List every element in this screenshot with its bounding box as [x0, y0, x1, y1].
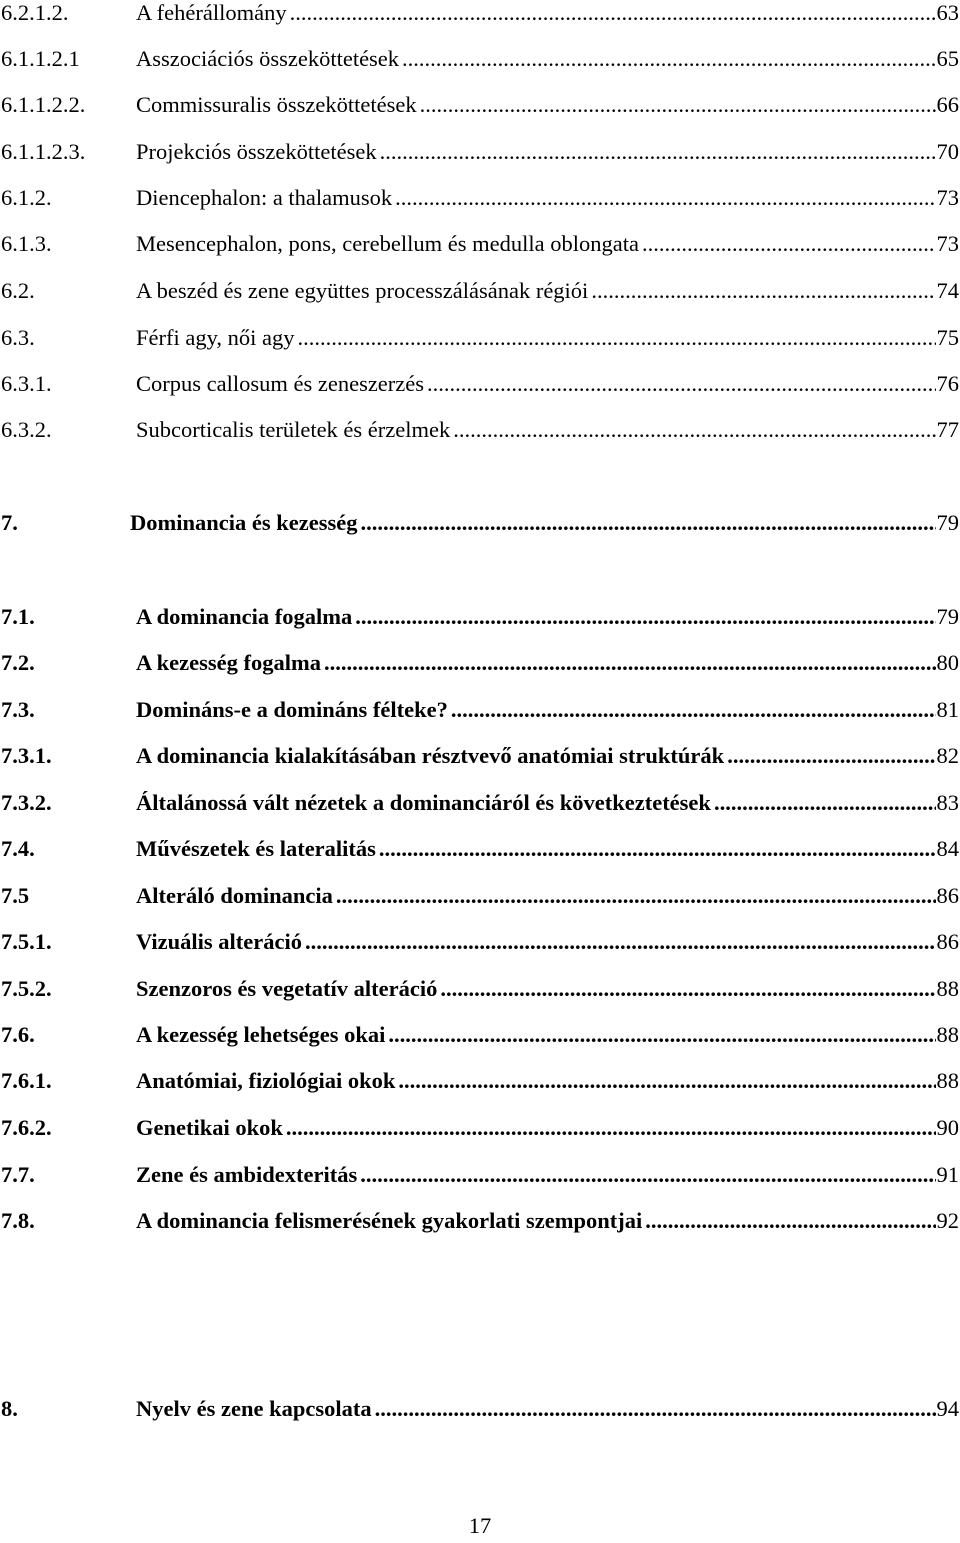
toc-entry-number: 7.4. — [0, 832, 136, 866]
toc-entry-title: Általánossá vált nézetek a dominanciáról és következtetések — [136, 786, 711, 820]
toc-entry-number: 7.8. — [0, 1204, 136, 1238]
toc-entry-number: 7.7. — [0, 1158, 136, 1192]
toc-entry-title: Diencephalon: a thalamusok — [136, 181, 392, 215]
toc-leader-dots — [298, 321, 936, 355]
toc-entry-title: Domináns-e a domináns félteke? — [136, 693, 448, 727]
toc-entry-title: A fehérállomány — [136, 0, 287, 30]
toc-leader-dots — [642, 227, 936, 261]
toc-entry-title: Asszociációs összeköttetések — [136, 42, 399, 76]
toc-entry-page: 79 — [937, 600, 960, 634]
toc-leader-dots — [402, 42, 935, 76]
toc-entry[interactable] — [0, 227, 960, 261]
toc-entry-page: 90 — [937, 1111, 960, 1145]
toc-entry-page: 63 — [937, 0, 960, 30]
toc-leader-dots — [440, 972, 935, 1006]
toc-leader-dots — [727, 739, 935, 773]
toc-entry-page: 94 — [937, 1392, 960, 1426]
toc-leader-dots — [360, 506, 935, 540]
toc-entry-number: 7.5 — [0, 879, 136, 913]
toc-entry-title: A dominancia kialakításában résztvevő anatómiai struktúrák — [136, 739, 724, 773]
toc-entry-page: 88 — [937, 1064, 960, 1098]
toc-entry-number: 6.1.3. — [0, 227, 136, 261]
toc-entry-title: Szenzoros és vegetatív alteráció — [136, 972, 437, 1006]
toc-entry[interactable] — [0, 646, 960, 680]
toc-entry-number: 6.1.2. — [0, 181, 136, 215]
toc-entry-page: 79 — [937, 506, 960, 540]
toc-chapter-entry[interactable] — [0, 1392, 960, 1426]
toc-entry-title: Művészetek és lateralitás — [136, 832, 376, 866]
toc-entry-page: 80 — [937, 646, 960, 680]
toc-leader-dots — [714, 786, 936, 820]
toc-entry-title: Dominancia és kezesség — [130, 506, 357, 540]
toc-entry-page: 65 — [937, 42, 960, 76]
toc-entry[interactable] — [0, 1204, 960, 1238]
toc-entry[interactable] — [0, 367, 960, 401]
toc-entry-page: 77 — [937, 413, 960, 447]
toc-entry-number: 7.6.1. — [0, 1064, 136, 1098]
toc-entry-number: 7.2. — [0, 646, 136, 680]
toc-entry-title: Commissuralis összeköttetések — [136, 88, 417, 122]
toc-leader-dots — [427, 367, 935, 401]
toc-leader-dots — [453, 413, 935, 447]
toc-entry-page: 66 — [937, 88, 960, 122]
toc-entry-number: 6.1.1.2.2. — [0, 88, 136, 122]
toc-leader-dots — [420, 88, 936, 122]
toc-entry-page: 76 — [937, 367, 960, 401]
toc-leader-dots — [286, 1111, 936, 1145]
toc-entry-page: 91 — [937, 1158, 960, 1192]
page-number: 17 — [0, 1509, 960, 1543]
toc-leader-dots — [360, 1158, 935, 1192]
toc-entry-title: Férfi agy, női agy — [136, 321, 295, 355]
toc-leader-dots — [355, 600, 935, 634]
toc-entry-title: Vizuális alteráció — [136, 925, 302, 959]
toc-entry-title: A dominancia fogalma — [136, 600, 352, 634]
toc-entry-page: 70 — [937, 135, 960, 169]
toc-entry[interactable] — [0, 321, 960, 355]
toc-entry[interactable] — [0, 88, 960, 122]
toc-leader-dots — [290, 0, 936, 30]
toc-entry-number: 6.2. — [0, 274, 136, 308]
toc-entry-page: 73 — [937, 181, 960, 215]
toc-entry-number: 7. — [0, 506, 130, 540]
toc-entry[interactable] — [0, 42, 960, 76]
toc-entry-title: Alteráló dominancia — [136, 879, 333, 913]
toc-entry[interactable] — [0, 972, 960, 1006]
toc-entry-title: A beszéd és zene együttes processzálásának régiói — [136, 274, 588, 308]
toc-entry[interactable] — [0, 1064, 960, 1098]
toc-entry-title: Mesencephalon, pons, cerebellum és medulla oblongata — [136, 227, 639, 261]
toc-entry[interactable] — [0, 925, 960, 959]
toc-entry-page: 74 — [937, 274, 960, 308]
toc-entry-title: A dominancia felismerésének gyakorlati szempontjai — [136, 1204, 642, 1238]
toc-leader-dots — [379, 832, 936, 866]
toc-leader-dots — [380, 135, 936, 169]
toc-entry-page: 92 — [937, 1204, 960, 1238]
toc-entry[interactable] — [0, 274, 960, 308]
toc-leader-dots — [591, 274, 935, 308]
toc-entry[interactable] — [0, 1111, 960, 1145]
toc-entry-page: 86 — [937, 925, 960, 959]
toc-leader-dots — [375, 1392, 936, 1426]
toc-entry[interactable] — [0, 1158, 960, 1192]
toc-leader-dots — [645, 1204, 935, 1238]
toc-leader-dots — [324, 646, 936, 680]
toc-leader-dots — [305, 925, 935, 959]
toc-entry-number: 7.6. — [0, 1018, 136, 1052]
toc-entry[interactable] — [0, 1018, 960, 1052]
toc-entry-title: Projekciós összeköttetések — [136, 135, 377, 169]
toc-entry-page: 83 — [937, 786, 960, 820]
toc-entry[interactable] — [0, 693, 960, 727]
toc-leader-dots — [451, 693, 936, 727]
toc-leader-dots — [395, 181, 935, 215]
toc-entry-title: Nyelv és zene kapcsolata — [136, 1392, 372, 1426]
toc-entry[interactable] — [0, 879, 960, 913]
toc-entry-number: 6.3.1. — [0, 367, 136, 401]
toc-entry[interactable] — [0, 135, 960, 169]
toc-leader-dots — [336, 879, 936, 913]
toc-entry[interactable] — [0, 181, 960, 215]
toc-entry[interactable] — [0, 786, 960, 820]
toc-entry-number: 7.5.2. — [0, 972, 136, 1006]
toc-entry-number: 6.3. — [0, 321, 136, 355]
toc-entry-title: Genetikai okok — [136, 1111, 283, 1145]
toc-entry-number: 7.3.1. — [0, 739, 136, 773]
toc-entry-number: 7.3. — [0, 693, 136, 727]
toc-entry-number: 6.3.2. — [0, 413, 136, 447]
toc-entry-title: A kezesség lehetséges okai — [136, 1018, 385, 1052]
toc-entry[interactable] — [0, 832, 960, 866]
toc-entry[interactable] — [0, 0, 960, 30]
toc-entry-title: Anatómiai, fiziológiai okok — [136, 1064, 395, 1098]
toc-entry-number: 7.3.2. — [0, 786, 136, 820]
toc-entry-number: 6.1.1.2.1 — [0, 42, 136, 76]
toc-entry-number: 7.1. — [0, 600, 136, 634]
toc-entry-number: 8. — [0, 1392, 136, 1426]
toc-entry-page: 82 — [937, 739, 960, 773]
toc-entry-page: 88 — [937, 972, 960, 1006]
toc-entry-title: Subcorticalis területek és érzelmek — [136, 413, 450, 447]
toc-entry-title: A kezesség fogalma — [136, 646, 321, 680]
toc-entry-page: 84 — [937, 832, 960, 866]
toc-entry-title: Zene és ambidexteritás — [136, 1158, 357, 1192]
toc-chapter-entry[interactable] — [0, 506, 960, 540]
toc-entry-page: 81 — [937, 693, 960, 727]
toc-entry-page: 75 — [937, 321, 960, 355]
toc-entry[interactable] — [0, 413, 960, 447]
toc-entry-number: 7.5.1. — [0, 925, 136, 959]
toc-entry-number: 6.1.1.2.3. — [0, 135, 136, 169]
toc-entry-page: 73 — [937, 227, 960, 261]
toc-entry-title: Corpus callosum és zeneszerzés — [136, 367, 424, 401]
toc-entry[interactable] — [0, 739, 960, 773]
toc-leader-dots — [388, 1018, 935, 1052]
toc-entry-page: 86 — [937, 879, 960, 913]
toc-leader-dots — [398, 1064, 935, 1098]
toc-entry-page: 88 — [937, 1018, 960, 1052]
toc-entry-number: 6.2.1.2. — [0, 0, 136, 30]
toc-entry[interactable] — [0, 600, 960, 634]
toc-entry-number: 7.6.2. — [0, 1111, 136, 1145]
